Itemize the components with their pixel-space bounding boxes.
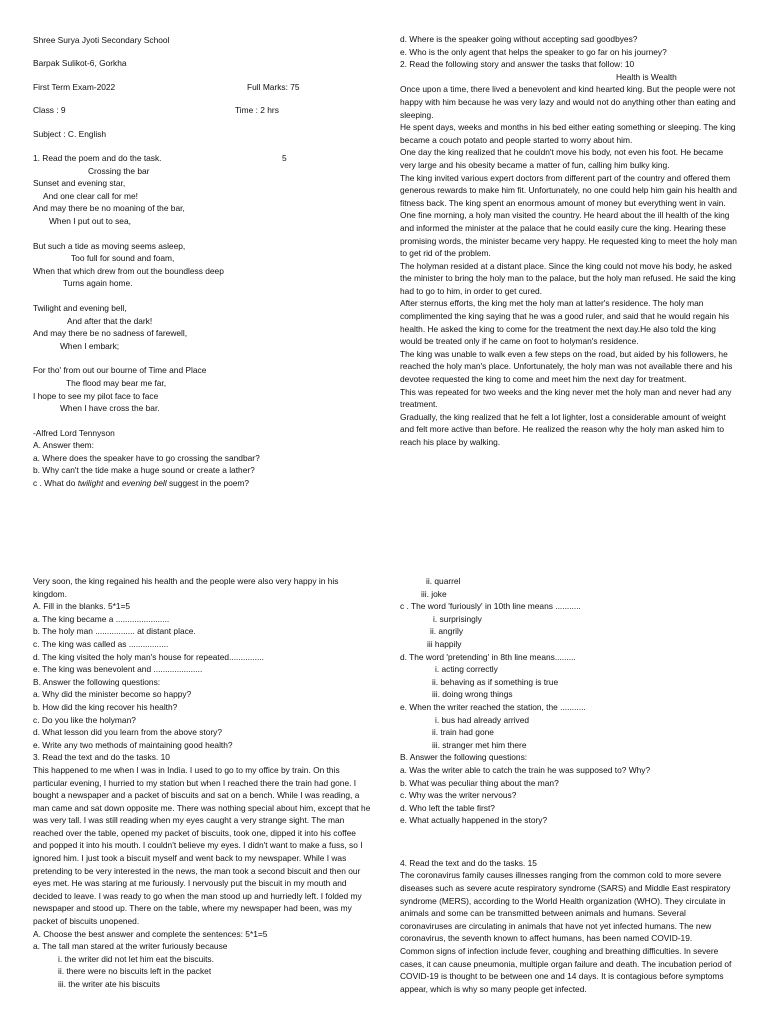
poem-line: I hope to see my pilot face to face	[33, 390, 159, 401]
q3-question: e. What actually happened in the story?	[400, 815, 548, 826]
poem-line: For tho' from out our bourne of Time and Place	[33, 365, 207, 376]
page2-right-column	[400, 575, 738, 995]
q4-paragraph: Common signs of infection include fever, coughing and breathing difficulties. In severe cases, it can cause pneumonia, multiple organ failure and death. The incubation period of COVID-19 is thought to be between one and 14 days. It is contagious before symptoms appear, which is why so many people get infected.	[400, 946, 732, 994]
story-paragraph: He spent days, weeks and months in his bed either eating something or sleeping. The king became a couch potato and people started to worry about him.	[400, 122, 736, 145]
q3-question-c: c . The word 'furiously' in 10th line means ...........	[400, 601, 581, 612]
option: iii. joke	[421, 588, 447, 599]
poem-line: And may there be no sadness of farewell,	[33, 328, 188, 339]
full-marks: Full Marks: 75	[247, 82, 300, 92]
q3-text: This happened to me when I was in India. I used to go to my office by train. On this particular evening, I hurried to my station but when I reached there the train had gone. I bought a newspaper and a packet of biscuits and sat on a bench. While I was reading, a man came and sat down opposite me. There was nothing special about him, except that he was very tall. I was still reading when my eyes caught a very strange sight. The man reached over the table, opened my packet of biscuits, took one, dipped it into his coffee and popped it into his mouth. I couldn't believe my eyes. I didn't want to make a fuss, so I ignored him. I just took a biscuit myself and went back to my newspaper. While I was pretending to be very interested in the news, the man took a second biscuit and then our eyes met. He was staring at me furiously. I nervously put the biscuit in my mouth and decided to leave. I was ready to go when the man stood up and hurriedly left. I folded my newspaper and stood up. There on the table, where my newspaper had been, was my packet of biscuits unopened.	[33, 764, 371, 927]
q2-question: d. What lesson did you learn from the above story?	[33, 727, 223, 738]
fill-item: a. The king became a .......................	[33, 613, 170, 624]
story-paragraph: The holyman resided at a distant place. Since the king could not move his body, he asked the minister to bring the holy man to the palace, but the holy man refused. He said the king had to go to him, in order to get cured.	[400, 260, 736, 296]
q3-question-d: d. The word 'pretending' in 8th line means.........	[400, 651, 576, 662]
q2-question: b. How did the king recover his health?	[33, 701, 178, 712]
subject-label: Subject : C. English	[33, 129, 107, 139]
fill-heading: A. Fill in the blanks. 5*1=5	[33, 601, 131, 612]
time-label: Time : 2 hrs	[235, 105, 279, 115]
fill-item: b. The holy man ................. at distant place.	[33, 626, 196, 637]
q2-heading: 2. Read the following story and answer the tasks that follow: 10	[400, 59, 635, 70]
q2-question: a. Why did the minister become so happy?	[33, 689, 192, 700]
q3-question: a. Was the writer able to catch the train he was supposed to? Why?	[400, 764, 651, 775]
poem-line: When I have cross the bar.	[60, 403, 160, 414]
option: ii. train had gone	[432, 727, 494, 738]
q1-question: b. Why can't the tide make a huge sound or create a lather?	[33, 465, 255, 476]
option: iii happily	[427, 638, 462, 649]
poem-line: When I embark;	[60, 340, 120, 351]
q3-question: d. Who left the table first?	[400, 802, 495, 813]
story-paragraph: After sternus efforts, the king met the holy man at latter's residence. The holy man complimented the king saying that he was a good ruler, and said that he would regain his health. He asked the king to come for the treatment the next day.He also told the king would be treated only if he came on foot to holyman's residence.	[400, 298, 730, 347]
q1-question: a. Where does the speaker have to go crossing the sandbar?	[33, 452, 260, 463]
story-paragraph: One fine morning, a holy man visited the country. He heard about the ill health of the king and informed the minister at the palace that he could easily cure the king. Hearing these promising words, the minister became very happy. He requested king to meet the holy man to get rid of the problem.	[400, 210, 737, 259]
story-title: Health is Wealth	[616, 71, 677, 82]
poem-line: And one clear call for me!	[43, 190, 138, 201]
poem-line: But such a tide as moving seems asleep,	[33, 240, 186, 251]
poem-line: And after that the dark!	[67, 315, 153, 326]
option: iii. doing wrong things	[432, 689, 513, 700]
q1-question-c: c . What do twilight and evening bell suggest in the poem?	[33, 478, 250, 489]
option: ii. behaving as if something is true	[432, 676, 559, 687]
option: i. acting correctly	[435, 664, 498, 675]
school-name: Shree Surya Jyoti Secondary School	[33, 35, 170, 45]
fill-item: d. The king visited the holy man's house for repeated...............	[33, 651, 264, 662]
class-label: Class : 9	[33, 105, 66, 115]
q1-question: d. Where is the speaker going without accepting sad goodbyes?	[400, 34, 638, 44]
story-paragraph: Very soon, the king regained his health and the people were also very happy in his kingdom.	[33, 576, 339, 599]
poem-line: Turns again home.	[63, 278, 133, 289]
option: ii. angrily	[430, 626, 464, 637]
poem-line: Too full for sound and foam,	[71, 253, 175, 264]
option: i. bus had already arrived	[435, 714, 530, 725]
poem-line: Twilight and evening bell,	[33, 302, 127, 313]
option: ii. quarrel	[426, 576, 461, 586]
story-paragraph: The king invited various expert doctors from different part of the country and offered them generous rewards to make him fit. Unfortunately, no one could help him gain his health and fitness back. The king spent an enormous amount of money but everything went in vain.	[400, 172, 737, 208]
q4-heading: 4. Read the text and do the tasks. 15	[400, 857, 537, 868]
option: i. surprisingly	[433, 613, 482, 624]
q1-question: e. Who is the only agent that helps the speaker to go far on his journey?	[400, 46, 667, 57]
q3-heading: 3. Read the text and do the tasks. 10	[33, 752, 170, 763]
poem-line: The flood may bear me far,	[66, 377, 167, 388]
poem-author: -Alfred Lord Tennyson	[33, 427, 115, 438]
q3-b-heading: B. Answer the following questions:	[400, 752, 528, 763]
story-paragraph: One day the king realized that he couldn't move his body, not even his foot. He became very large and his obesity became a matter of fun, calling him bulky king.	[400, 147, 724, 170]
story-paragraph: The king was unable to walk even a few steps on the road, but aided by his followers, he reached the holy man's place. Unfortunately, the holy man was not available there and his devotee requested the king to come and meet him the next day for treatment.	[400, 348, 733, 385]
poem-line: When I put out to sea,	[49, 215, 131, 226]
poem-line: When that which drew from out the boundless deep	[33, 265, 224, 276]
poem-title: Crossing the bar	[88, 165, 150, 176]
story-paragraph: Once upon a time, there lived a benevolent and kind hearted king. But the people were not happy with him because he was very lazy and would not do anything other than eating and sleeping.	[400, 84, 736, 120]
story-paragraph: Gradually, the king realized that he felt a lot lighter, lost a considerable amount of weight and felt more active than before. He realized the reason why the holy man asked him to reach his place by walking.	[400, 411, 726, 447]
option: i. the writer did not let him eat the biscuits.	[58, 953, 214, 964]
q3-question: c. Why was the writer nervous?	[400, 790, 517, 801]
page2-left-column	[33, 575, 371, 991]
q4-paragraph: The coronavirus family causes illnesses ranging from the common cold to more severe diseases such as severe acute respiratory syndrome (SARS) and Middle East respiratory syndrome (MERS), according to the World Health organization (WHO). They circulate in animals and some can be transmitted between animals and humans. Several coronaviruses are circulating in animals that have not yet infected humans. The new coronavirus, the seventh known to affect humans, has been named COVID-19.	[400, 870, 731, 944]
q1-marks: 5	[282, 153, 287, 163]
page1-right-column	[400, 33, 738, 449]
option: iii. the writer ate his biscuits	[58, 979, 160, 989]
q3-choose-heading: A. Choose the best answer and complete the sentences: 5*1=5	[33, 928, 268, 939]
story-paragraph: This was repeated for two weeks and the king never met the holy man and never had any treatment.	[400, 386, 732, 410]
q2-question: e. Write any two methods of maintaining good health?	[33, 739, 233, 750]
q1-answer-heading: A. Answer them:	[33, 440, 94, 451]
poem-line: Sunset and evening star,	[33, 178, 126, 189]
option: iii. stranger met him there	[432, 739, 527, 750]
poem-line: And may there be no moaning of the bar,	[33, 203, 185, 214]
q3-question-e: e. When the writer reached the station, the ...........	[400, 701, 586, 712]
q2-answer-heading: B. Answer the following questions:	[33, 676, 161, 687]
option: ii. there were no biscuits left in the packet	[58, 966, 212, 977]
question-1	[33, 152, 368, 490]
q2-question: c. Do you like the holyman?	[33, 714, 136, 725]
q1-heading: 1. Read the poem and do the task.	[33, 153, 162, 163]
fill-item: e. The king was benevolent and .....................	[33, 664, 203, 675]
q3-question-a: a. The tall man stared at the writer furiously because	[33, 941, 228, 952]
fill-item: c. The king was called as .................	[33, 638, 169, 649]
exam-title: First Term Exam-2022	[33, 82, 116, 92]
school-address: Barpak Sulikot-6, Gorkha	[33, 58, 127, 68]
q3-question: b. What was peculiar thing about the man?	[400, 777, 559, 788]
